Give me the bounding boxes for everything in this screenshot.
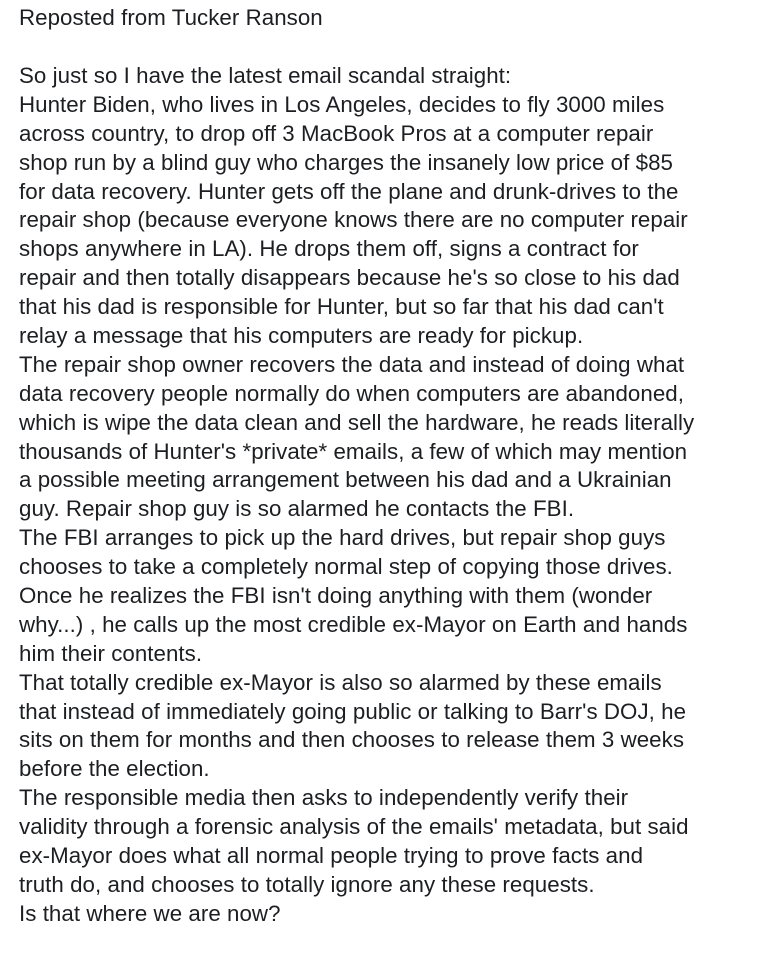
post-text-line: That totally credible ex-Mayor is also so alarmed by these emails [19, 669, 662, 695]
post-body [19, 62, 694, 929]
post-text-line: across country, to drop off 3 MacBook Pros at a computer repair [19, 120, 654, 146]
post-text-line: validity through a forensic analysis of the emails' metadata, but said [19, 814, 689, 840]
reposted-from-label: Reposted from Tucker Ranson [19, 5, 323, 30]
post-text-line: sits on them for months and then chooses to release them 3 weeks [19, 727, 685, 753]
post-text-line: Hunter Biden, who lives in Los Angeles, decides to fly 3000 miles [19, 91, 665, 117]
post-text-line: repair and then totally disappears because he's so close to his dad [19, 265, 680, 291]
post-text-line: guy. Repair shop guy is so alarmed he contacts the FBI. [19, 496, 575, 522]
post-text-line: shop run by a blind guy who charges the insanely low price of $85 [19, 149, 673, 175]
post-text-line: The FBI arranges to pick up the hard drives, but repair shop guys [19, 525, 666, 551]
post-text-line: truth do, and chooses to totally ignore any these requests. [19, 871, 595, 897]
post-text-line: a possible meeting arrangement between his dad and a Ukrainian [19, 467, 672, 493]
post-text-line: shops anywhere in LA). He drops them off, signs a contract for [19, 236, 639, 262]
post-text-line: that his dad is responsible for Hunter, but so far that his dad can't [19, 294, 664, 320]
post-text-line: why...) , he calls up the most credible ex-Mayor on Earth and hands [19, 611, 688, 637]
post-text-line: which is wipe the data clean and sell the hardware, he reads literally [19, 409, 695, 435]
post-text-line: data recovery people normally do when computers are abandoned, [19, 380, 684, 406]
post-text-body [19, 0, 767, 960]
post-text-line: The repair shop owner recovers the data and instead of doing what [19, 351, 685, 377]
post-text-line: relay a message that his computers are ready for pickup. [19, 323, 584, 349]
post-text-line: Is that where we are now? [19, 900, 281, 926]
post-text-line: repair shop (because everyone knows there are no computer repair [19, 207, 688, 233]
post-text-line: thousands of Hunter's *private* emails, a few of which may mention [19, 438, 688, 464]
post-text-line: Once he realizes the FBI isn't doing anything with them (wonder [19, 583, 653, 609]
post-text-line: for data recovery. Hunter gets off the plane and drunk-drives to the [19, 178, 679, 204]
post-text-line: So just so I have the latest email scandal straight: [19, 63, 512, 88]
post-text-line: him their contents. [19, 640, 203, 666]
post-text-line: ex-Mayor does what all normal people trying to prove facts and [19, 843, 644, 869]
post-text-line: before the election. [19, 756, 210, 782]
post-text-line: chooses to take a completely normal step of copying those drives. [19, 554, 673, 580]
post-text-line: The responsible media then asks to independently verify their [19, 785, 629, 811]
post-text-line: that instead of immediately going public or talking to Barr's DOJ, he [19, 698, 687, 724]
